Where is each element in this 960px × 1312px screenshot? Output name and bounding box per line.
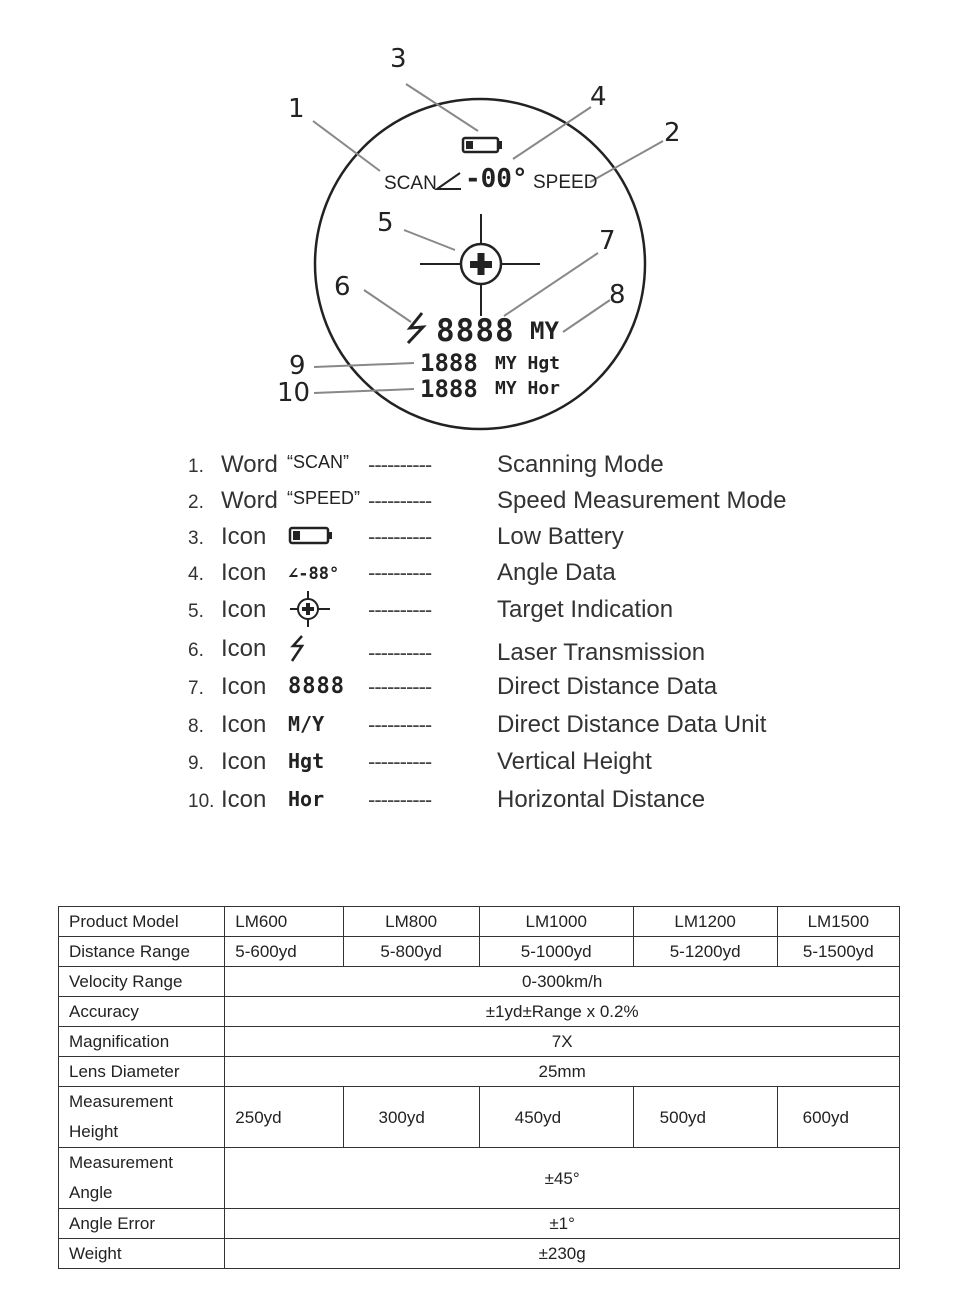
legend-description: Speed Measurement Mode [497, 487, 787, 514]
callout-number-4: 4 [590, 82, 607, 112]
table-cell: 250yd [225, 1087, 343, 1148]
table-row [59, 1239, 900, 1269]
battery-icon [288, 524, 336, 552]
legend-number: 1. [188, 456, 204, 477]
horizontal-unit: MY Hor [495, 378, 561, 399]
laser-icon [408, 313, 423, 343]
table-cell: LM600 [225, 907, 343, 937]
legend-row [188, 708, 828, 742]
legend-dashes: ---------- [368, 488, 432, 513]
crosshair-icon [420, 214, 540, 316]
distance-digits: 8888 [436, 313, 515, 349]
row-label: Lens Diameter [59, 1057, 225, 1087]
callout-number-8: 8 [609, 280, 626, 310]
legend-row [188, 670, 828, 704]
legend-number: 6. [188, 640, 204, 661]
callout-number-2: 2 [664, 118, 681, 148]
table-cell: ±45° [225, 1148, 900, 1209]
callout-number-3: 3 [390, 44, 407, 74]
legend-dashes: ---------- [368, 640, 432, 665]
legend-number: 9. [188, 753, 204, 774]
legend-number: 4. [188, 564, 204, 585]
row-label: Magnification [59, 1027, 225, 1057]
legend-row [188, 593, 828, 627]
legend-description: Target Indication [497, 596, 674, 623]
table-row [59, 1148, 900, 1209]
legend-dashes: ---------- [368, 787, 432, 812]
callout-number-5: 5 [377, 208, 394, 238]
callout-number-9: 9 [289, 351, 306, 381]
legend-number: 5. [188, 601, 204, 622]
legend-description: Vertical Height [497, 748, 652, 775]
table-cell: 0-300km/h [225, 967, 900, 997]
callout-number-7: 7 [599, 226, 616, 256]
legend-number: 2. [188, 492, 204, 513]
legend-dashes: ---------- [368, 712, 432, 737]
legend-number: 3. [188, 528, 204, 549]
legend-description: Direct Distance Data [497, 673, 718, 700]
legend-description: Direct Distance Data Unit [497, 711, 767, 738]
legend-row [188, 448, 828, 482]
legend-dashes: ---------- [368, 560, 432, 585]
callout-number-10: 10 [277, 378, 311, 408]
table-cell: 5-1200yd [633, 937, 777, 967]
height-unit: MY Hgt [495, 353, 561, 374]
display-diagram-graphics [0, 0, 960, 440]
scan-word: SCAN [384, 173, 437, 194]
legend-kind: Icon [221, 635, 267, 662]
speed-word: SPEED [533, 172, 598, 193]
table-cell: 300yd [343, 1087, 479, 1148]
rangefinder-display-diagram [0, 0, 960, 440]
table-row [59, 1087, 900, 1148]
legend-symbol: “SPEED” [287, 488, 361, 508]
legend-symbol: M/Y [288, 712, 325, 736]
legend-row [188, 520, 828, 554]
row-label: Angle Error [59, 1209, 225, 1239]
legend-dashes: ---------- [368, 524, 432, 549]
legend-symbol: Hgt [288, 749, 325, 773]
table-cell: 5-800yd [343, 937, 479, 967]
legend-dashes: ---------- [368, 452, 432, 477]
legend-symbol: Hor [288, 787, 325, 811]
legend-description: Laser Transmission [497, 639, 706, 666]
table-cell: 25mm [225, 1057, 900, 1087]
legend-number: 10. [188, 791, 215, 812]
table-row [59, 997, 900, 1027]
table-row [59, 967, 900, 997]
legend-kind: Word [221, 487, 278, 514]
legend-kind: Icon [221, 786, 267, 813]
angle-value: -00° [465, 164, 528, 194]
legend-kind: Icon [221, 559, 267, 586]
table-row [59, 937, 900, 967]
legend-row [188, 632, 828, 666]
legend-row [188, 783, 828, 817]
legend-kind: Word [221, 451, 278, 478]
row-label: Weight [59, 1239, 225, 1269]
row-label: Velocity Range [59, 967, 225, 997]
angle-icon [437, 173, 461, 189]
legend-kind: Icon [221, 596, 267, 623]
table-cell: 450yd [479, 1087, 633, 1148]
laser-icon [288, 634, 310, 670]
legend-number: 7. [188, 678, 204, 699]
legend-description: Horizontal Distance [497, 786, 706, 813]
table-row [59, 1027, 900, 1057]
row-label: Accuracy [59, 997, 225, 1027]
legend-dashes: ---------- [368, 749, 432, 774]
table-cell: ±1yd±Range x 0.2% [225, 997, 900, 1027]
legend-symbol: 8888 [288, 674, 345, 699]
table-cell: LM1200 [633, 907, 777, 937]
table-row [59, 1209, 900, 1239]
table-cell: 5-600yd [225, 937, 343, 967]
table-cell: ±1° [225, 1209, 900, 1239]
horizontal-value: 1888 [420, 375, 478, 403]
table-cell: 5-1000yd [479, 937, 633, 967]
legend-row [188, 556, 828, 590]
table-cell: 5-1500yd [777, 937, 899, 967]
table-row [59, 907, 900, 937]
angle-icon: ∠-88° [288, 564, 340, 584]
row-label: Product Model [59, 907, 225, 937]
crosshair-icon [288, 590, 332, 634]
specifications-table [58, 906, 900, 1269]
legend-dashes: ---------- [368, 674, 432, 699]
table-cell: 500yd [633, 1087, 777, 1148]
legend-description: Low Battery [497, 523, 624, 550]
table-cell: 600yd [777, 1087, 899, 1148]
legend-symbol: “SCAN” [287, 452, 349, 472]
battery-icon [463, 138, 502, 152]
row-label: Measurement Height [59, 1087, 225, 1148]
row-label: Distance Range [59, 937, 225, 967]
legend-row [188, 484, 828, 518]
legend-kind: Icon [221, 673, 267, 700]
legend-kind: Icon [221, 711, 267, 738]
legend-row [188, 745, 828, 779]
table-cell: LM1000 [479, 907, 633, 937]
legend-kind: Icon [221, 523, 267, 550]
legend-description: Angle Data [497, 559, 616, 586]
table-cell: LM800 [343, 907, 479, 937]
legend-kind: Icon [221, 748, 267, 775]
legend-number: 8. [188, 716, 204, 737]
legend-dashes: ---------- [368, 597, 432, 622]
table-cell: ±230g [225, 1239, 900, 1269]
row-label: Measurement Angle [59, 1148, 225, 1209]
table-cell: 7X [225, 1027, 900, 1057]
table-cell: LM1500 [777, 907, 899, 937]
table-row [59, 1057, 900, 1087]
callout-number-1: 1 [288, 94, 305, 124]
legend-description: Scanning Mode [497, 451, 664, 478]
distance-unit: MY [530, 317, 559, 345]
callout-number-6: 6 [334, 272, 351, 302]
height-value: 1888 [420, 349, 478, 377]
